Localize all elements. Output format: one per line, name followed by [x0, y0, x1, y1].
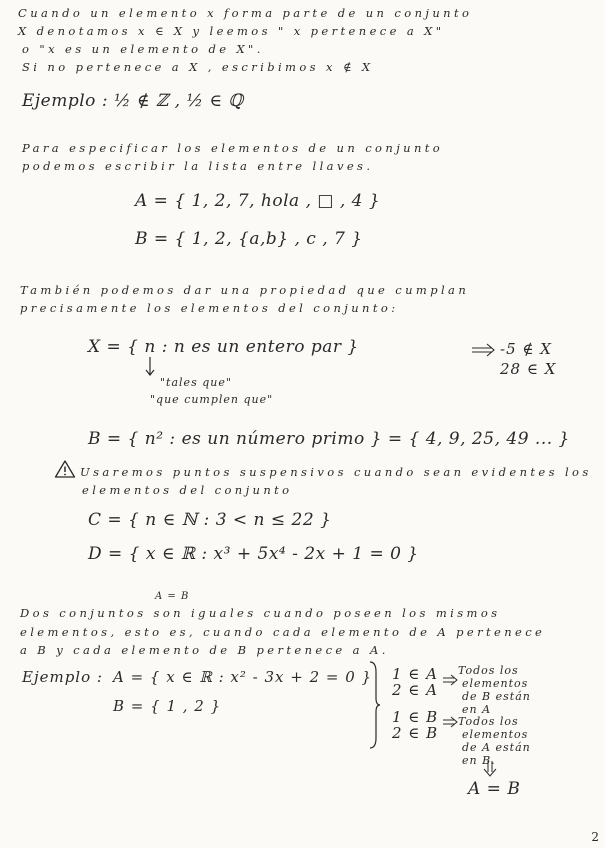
set-b-list: B = { 1, 2, {a,b} , c , 7 } — [135, 229, 363, 249]
implies-arrow-icon — [442, 674, 458, 686]
implies-arrow-icon — [470, 343, 496, 357]
equality-note: A = B — [155, 591, 190, 602]
member-2-in-b: 2 ∈ B — [392, 724, 439, 742]
note-2-line-1: Todos los — [458, 715, 519, 728]
set-x-property: X = { n : n es un entero par } — [88, 337, 359, 357]
intro-line-3: o "x es un elemento de X". — [22, 42, 264, 56]
set-b-property: B = { n² : es un número primo } = { 4, 9, 25, 49 ... } — [88, 429, 570, 449]
result-minus-five: -5 ∉ X — [500, 340, 552, 358]
example-2-set-b: B = { 1 , 2 } — [113, 697, 222, 715]
warning-line-1: Usaremos puntos suspensivos cuando sean evidentes los — [80, 465, 592, 479]
intro-line-1: Cuando un elemento x forma parte de un conjunto — [18, 6, 473, 20]
property-line-2: precisamente los elementos del conjunto: — [20, 301, 399, 315]
implies-arrow-icon — [442, 716, 458, 728]
note-2-line-2: elementos — [462, 728, 529, 741]
example-2-label: Ejemplo : — [22, 668, 103, 686]
conclusion: A = B — [468, 779, 521, 799]
warning-line-2: elementos del conjunto — [82, 483, 293, 497]
set-d: D = { x ∈ ℝ : x³ + 5x⁴ - 2x + 1 = 0 } — [88, 544, 419, 564]
page-number: 2 — [591, 830, 599, 844]
equality-line-2: elementos, esto es, cuando cada elemento de A pertenece — [20, 625, 546, 639]
equality-line-3: a B y cada elemento de B pertenece a A. — [20, 643, 389, 657]
list-line-2: podemos escribir la lista entre llaves. — [22, 159, 374, 173]
note-1-line-1: Todos los — [458, 664, 519, 677]
note-1-line-2: elementos — [462, 677, 529, 690]
down-arrow-icon — [140, 356, 160, 378]
member-2-in-a: 2 ∈ A — [392, 681, 439, 699]
member-1-in-b: 1 ∈ B — [392, 708, 439, 726]
property-line-1: También podemos dar una propiedad que cumplan — [20, 283, 470, 297]
note-2-line-3: de A están — [462, 741, 531, 754]
set-c: C = { n ∈ ℕ : 3 < n ≤ 22 } — [88, 510, 332, 530]
equality-line-1: Dos conjuntos son iguales cuando poseen los mismos — [20, 606, 501, 620]
note-2-line-4: en B. — [462, 754, 496, 767]
double-down-arrow-icon — [482, 760, 498, 778]
intro-line-2: X denotamos x ∈ X y leemos " x pertenece a X" — [18, 24, 445, 38]
set-a-list: A = { 1, 2, 7, hola , □ , 4 } — [135, 191, 381, 211]
result-twenty-eight: 28 ∈ X — [500, 360, 557, 378]
note-1-line-3: de B están — [462, 690, 531, 703]
example-2-set-a: A = { x ∈ ℝ : x² - 3x + 2 = 0 } — [113, 668, 373, 686]
member-1-in-a: 1 ∈ A — [392, 665, 439, 683]
warning-icon — [54, 459, 76, 479]
list-line-1: Para especificar los elementos de un conjunto — [22, 141, 444, 155]
que-cumplen-label: "que cumplen que" — [150, 393, 274, 406]
note-1-line-4: en A — [462, 703, 492, 716]
right-brace-icon — [368, 660, 382, 750]
example-1: Ejemplo : ½ ∉ ℤ , ½ ∈ ℚ — [22, 91, 244, 111]
tales-que-label: "tales que" — [160, 376, 232, 389]
intro-line-4: Si no pertenece a X , escribimos x ∉ X — [22, 60, 374, 74]
